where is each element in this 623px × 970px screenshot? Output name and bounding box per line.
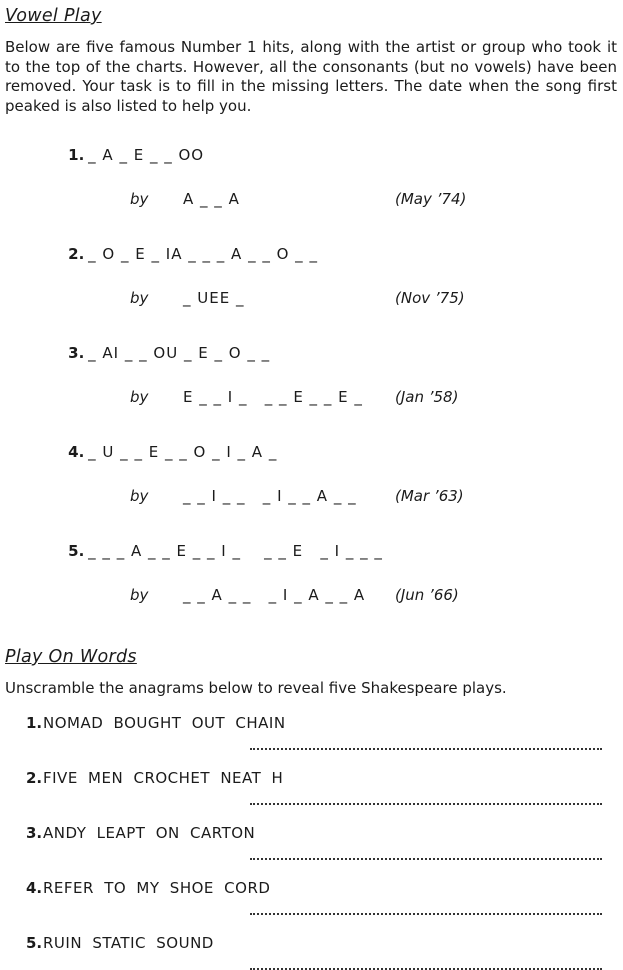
anagram-text: NOMAD BOUGHT OUT CHAIN [43, 714, 286, 732]
song-item [5, 328, 617, 405]
song-number: 2. [68, 245, 85, 263]
anagram-number: 3. [26, 824, 43, 842]
by-label: by [130, 289, 149, 307]
answer-line [250, 803, 602, 805]
anagram-text: FIVE MEN CROCHET NEAT H [43, 769, 284, 787]
song-number: 4. [68, 443, 85, 461]
song-item [5, 526, 617, 603]
anagram-number: 5. [26, 934, 43, 952]
anagram-item [5, 880, 617, 915]
song-number: 3. [68, 344, 85, 362]
song-date: (Jun ’66) [395, 586, 459, 604]
vowel-play-intro: Below are five famous Number 1 hits, along with the artist or group who took it to the top of the charts. However, all the consonants (but no vowels) have been removed. Your task is to fill in the missing letters. The date when the song first peaked is also listed to help you. [5, 38, 617, 115]
vowel-play-heading: Vowel Play [5, 6, 102, 26]
song-list [5, 130, 617, 603]
song-pattern: _ U _ _ E _ _ O _ I _ A _ [88, 443, 278, 461]
song-number: 1. [68, 146, 85, 164]
song-date: (Jan ’58) [395, 388, 459, 406]
song-pattern: _ A _ E _ _ OO [88, 146, 205, 164]
anagram-number: 2. [26, 769, 43, 787]
answer-line [250, 858, 602, 860]
by-label: by [130, 586, 149, 604]
anagram-item [5, 825, 617, 860]
song-artist: E _ _ I _ _ _ E _ _ E _ [183, 388, 363, 406]
song-date: (Nov ’75) [395, 289, 465, 307]
song-artist: A _ _ A [183, 190, 240, 208]
song-date: (Mar ’63) [395, 487, 464, 505]
anagram-text: REFER TO MY SHOE CORD [43, 879, 271, 897]
play-on-words-heading: Play On Words [5, 647, 137, 667]
song-artist: _ _ I _ _ _ I _ _ A _ _ [183, 487, 357, 505]
by-label: by [130, 190, 149, 208]
answer-line [250, 913, 602, 915]
song-pattern: _ _ _ A _ _ E _ _ I _ _ _ E _ I _ _ _ [88, 542, 383, 560]
song-number: 5. [68, 542, 85, 560]
song-item [5, 427, 617, 504]
song-item [5, 130, 617, 207]
anagram-list [5, 715, 617, 970]
anagram-item [5, 935, 617, 970]
song-artist: _ _ A _ _ _ I _ A _ _ A [183, 586, 366, 604]
by-label: by [130, 388, 149, 406]
song-artist: _ UEE _ [183, 289, 245, 307]
song-pattern: _ AI _ _ OU _ E _ O _ _ [88, 344, 271, 362]
anagram-text: RUIN STATIC SOUND [43, 934, 214, 952]
song-pattern: _ O _ E _ IA _ _ _ A _ _ O _ _ [88, 245, 318, 263]
anagram-text: ANDY LEAPT ON CARTON [43, 824, 256, 842]
answer-line [250, 748, 602, 750]
anagram-number: 1. [26, 714, 43, 732]
play-on-words-intro: Unscramble the anagrams below to reveal five Shakespeare plays. [5, 679, 507, 697]
by-label: by [130, 487, 149, 505]
anagram-item [5, 715, 617, 750]
anagram-number: 4. [26, 879, 43, 897]
song-item [5, 229, 617, 306]
song-date: (May ’74) [395, 190, 467, 208]
